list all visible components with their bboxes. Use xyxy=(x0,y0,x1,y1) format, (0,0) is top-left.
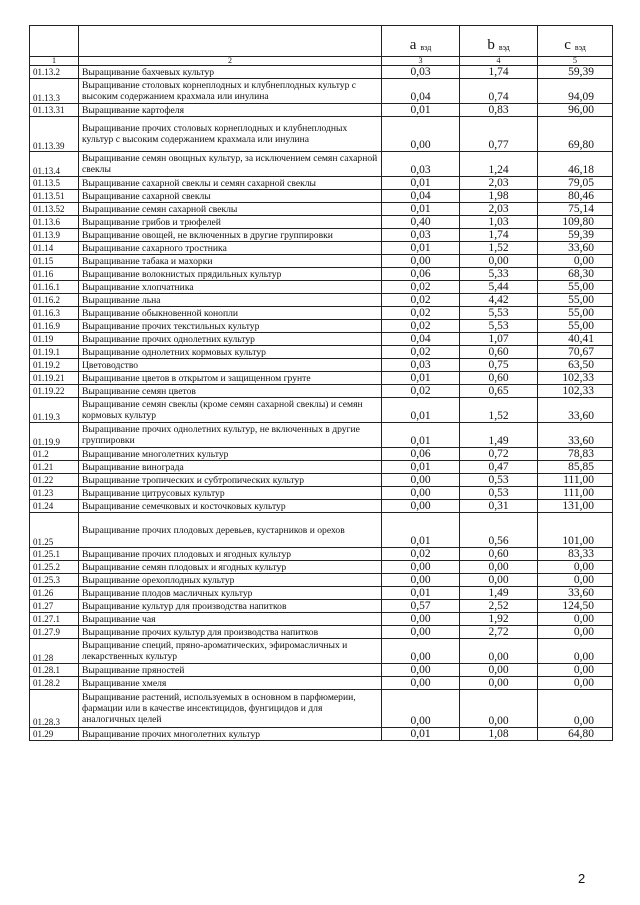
row-value-c: 131,00 xyxy=(538,500,613,513)
table-row xyxy=(30,203,613,216)
row-code: 01.13.4 xyxy=(30,152,79,177)
row-name: Выращивание бахчевых культур xyxy=(79,66,382,79)
row-value-c: 59,39 xyxy=(538,66,613,79)
row-value-c: 124,50 xyxy=(538,600,613,613)
row-value-c: 33,60 xyxy=(538,587,613,600)
row-value-c: 102,33 xyxy=(538,372,613,385)
row-value-b: 1,03 xyxy=(460,216,538,229)
table-row xyxy=(30,307,613,320)
row-value-c: 0,00 xyxy=(538,690,613,728)
row-value-b: 1,49 xyxy=(460,587,538,600)
row-value-a: 0,01 xyxy=(382,423,460,448)
row-value-a: 0,06 xyxy=(382,448,460,461)
header-c: c $_{вэд}$ xyxy=(538,26,613,57)
row-code: 01.13.51 xyxy=(30,190,79,203)
row-code: 01.19.3 xyxy=(30,398,79,423)
row-code: 01.19.22 xyxy=(30,385,79,398)
row-code: 01.19.9 xyxy=(30,423,79,448)
row-value-a: 0,03 xyxy=(382,152,460,177)
row-value-a: 0,03 xyxy=(382,229,460,242)
row-name: Выращивание растений, используемых в основном в парфюмерии, фармации или в качестве инсектицидов, фунгицидов и для аналогичных целей xyxy=(79,690,382,728)
row-code: 01.19.21 xyxy=(30,372,79,385)
row-value-a: 0,57 xyxy=(382,600,460,613)
table-row xyxy=(30,587,613,600)
row-value-b: 0,53 xyxy=(460,474,538,487)
row-value-c: 55,00 xyxy=(538,294,613,307)
row-code: 01.24 xyxy=(30,500,79,513)
row-value-c: 75,14 xyxy=(538,203,613,216)
row-name: Выращивание сахарной свеклы и семян сахарной свеклы xyxy=(79,177,382,190)
row-name: Выращивание хлопчатника xyxy=(79,281,382,294)
row-value-c: 111,00 xyxy=(538,474,613,487)
row-value-c: 55,00 xyxy=(538,307,613,320)
row-value-c: 55,00 xyxy=(538,281,613,294)
table-row xyxy=(30,664,613,677)
row-code: 01.25.2 xyxy=(30,561,79,574)
row-value-c: 69,80 xyxy=(538,117,613,152)
row-value-a: 0,03 xyxy=(382,359,460,372)
row-value-b: 1,52 xyxy=(460,242,538,255)
row-value-b: 1,49 xyxy=(460,423,538,448)
column-number: 3 xyxy=(382,57,460,66)
row-value-b: 0,60 xyxy=(460,548,538,561)
row-value-a: 0,00 xyxy=(382,500,460,513)
row-value-b: 1,08 xyxy=(460,728,538,741)
row-value-a: 0,03 xyxy=(382,66,460,79)
row-value-c: 79,05 xyxy=(538,177,613,190)
row-value-c: 101,00 xyxy=(538,513,613,548)
row-value-c: 33,60 xyxy=(538,398,613,423)
row-value-a: 0,00 xyxy=(382,574,460,587)
table-row xyxy=(30,613,613,626)
row-value-b: 1,74 xyxy=(460,229,538,242)
row-value-c: 64,80 xyxy=(538,728,613,741)
row-value-b: 0,60 xyxy=(460,372,538,385)
row-code: 01.13.9 xyxy=(30,229,79,242)
row-code: 01.16.1 xyxy=(30,281,79,294)
row-code: 01.13.52 xyxy=(30,203,79,216)
row-name: Выращивание обыкновенной конопли xyxy=(79,307,382,320)
row-value-b: 0,65 xyxy=(460,385,538,398)
row-value-b: 5,44 xyxy=(460,281,538,294)
row-value-a: 0,01 xyxy=(382,513,460,548)
row-value-a: 0,02 xyxy=(382,346,460,359)
row-code: 01.13.5 xyxy=(30,177,79,190)
row-code: 01.13.6 xyxy=(30,216,79,229)
row-code: 01.28 xyxy=(30,639,79,664)
row-value-c: 46,18 xyxy=(538,152,613,177)
row-code: 01.19 xyxy=(30,333,79,346)
row-value-c: 109,80 xyxy=(538,216,613,229)
row-code: 01.2 xyxy=(30,448,79,461)
table-row xyxy=(30,448,613,461)
row-value-b: 0,00 xyxy=(460,574,538,587)
row-value-b: 0,00 xyxy=(460,561,538,574)
row-code: 01.16.9 xyxy=(30,320,79,333)
table-row xyxy=(30,690,613,728)
row-value-c: 59,39 xyxy=(538,229,613,242)
table-row xyxy=(30,190,613,203)
row-value-a: 0,01 xyxy=(382,372,460,385)
row-name: Выращивание чая xyxy=(79,613,382,626)
row-code: 01.22 xyxy=(30,474,79,487)
row-value-c: 80,46 xyxy=(538,190,613,203)
row-value-a: 0,00 xyxy=(382,690,460,728)
row-value-b: 0,00 xyxy=(460,690,538,728)
row-value-c: 85,85 xyxy=(538,461,613,474)
row-code: 01.28.3 xyxy=(30,690,79,728)
row-value-b: 2,03 xyxy=(460,203,538,216)
row-value-a: 0,02 xyxy=(382,385,460,398)
table-row xyxy=(30,423,613,448)
row-value-b: 0,75 xyxy=(460,359,538,372)
row-value-c: 96,00 xyxy=(538,104,613,117)
row-name: Выращивание льна xyxy=(79,294,382,307)
table-row xyxy=(30,677,613,690)
row-name: Выращивание столовых корнеплодных и клубнеплодных культур с высоким содержанием крахмала или инулина xyxy=(79,79,382,104)
row-value-a: 0,00 xyxy=(382,626,460,639)
row-value-c: 63,50 xyxy=(538,359,613,372)
row-name: Выращивание грибов и трюфелей xyxy=(79,216,382,229)
row-value-a: 0,00 xyxy=(382,487,460,500)
row-name: Выращивание прочих плодовых деревьев, кустарников и орехов xyxy=(79,513,382,548)
row-name: Выращивание семян плодовых и ягодных культур xyxy=(79,561,382,574)
row-value-c: 0,00 xyxy=(538,677,613,690)
table-row xyxy=(30,461,613,474)
table-row xyxy=(30,117,613,152)
table-row xyxy=(30,242,613,255)
row-value-b: 0,53 xyxy=(460,487,538,500)
row-name: Выращивание многолетних культур xyxy=(79,448,382,461)
row-name: Выращивание орехоплодных культур xyxy=(79,574,382,587)
header-row xyxy=(30,26,613,57)
row-name: Выращивание тропических и субтропических культур xyxy=(79,474,382,487)
table-row xyxy=(30,294,613,307)
row-name: Выращивание прочих столовых корнеплодных и клубнеплодных культур с высоким содержанием крахмала или инулина xyxy=(79,117,382,152)
row-value-b: 2,03 xyxy=(460,177,538,190)
row-value-c: 83,33 xyxy=(538,548,613,561)
row-value-a: 0,00 xyxy=(382,677,460,690)
row-code: 01.13.2 xyxy=(30,66,79,79)
row-value-b: 0,47 xyxy=(460,461,538,474)
row-value-b: 1,07 xyxy=(460,333,538,346)
table-row xyxy=(30,268,613,281)
table-row xyxy=(30,333,613,346)
table-row xyxy=(30,320,613,333)
row-name: Выращивание семян цветов xyxy=(79,385,382,398)
row-name: Выращивание прочих однолетних культур, не включенных в другие группировки xyxy=(79,423,382,448)
row-name: Выращивание прочих культур для производства напитков xyxy=(79,626,382,639)
table-body xyxy=(30,66,613,741)
row-value-c: 33,60 xyxy=(538,242,613,255)
row-value-a: 0,01 xyxy=(382,461,460,474)
row-name: Выращивание однолетних кормовых культур xyxy=(79,346,382,359)
row-value-b: 1,52 xyxy=(460,398,538,423)
table-row xyxy=(30,346,613,359)
row-code: 01.25.1 xyxy=(30,548,79,561)
row-value-b: 1,98 xyxy=(460,190,538,203)
row-code: 01.13.3 xyxy=(30,79,79,104)
row-code: 01.28.1 xyxy=(30,664,79,677)
table-row xyxy=(30,229,613,242)
table-row xyxy=(30,398,613,423)
row-value-c: 0,00 xyxy=(538,626,613,639)
row-code: 01.28.2 xyxy=(30,677,79,690)
row-name: Выращивание семян свеклы (кроме семян сахарной свеклы) и семян кормовых культур xyxy=(79,398,382,423)
row-name: Выращивание овощей, не включенных в другие группировки xyxy=(79,229,382,242)
row-value-a: 0,02 xyxy=(382,548,460,561)
row-value-b: 0,60 xyxy=(460,346,538,359)
row-name: Выращивание культур для производства напитков xyxy=(79,600,382,613)
column-number: 5 xyxy=(538,57,613,66)
row-value-a: 0,00 xyxy=(382,561,460,574)
row-name: Выращивание сахарной свеклы xyxy=(79,190,382,203)
row-value-a: 0,01 xyxy=(382,177,460,190)
table-row xyxy=(30,216,613,229)
row-value-b: 5,53 xyxy=(460,320,538,333)
coefficients-table xyxy=(29,25,613,741)
table-row xyxy=(30,152,613,177)
row-value-b: 1,74 xyxy=(460,66,538,79)
row-value-a: 0,00 xyxy=(382,664,460,677)
row-code: 01.14 xyxy=(30,242,79,255)
table-row xyxy=(30,66,613,79)
table-row xyxy=(30,548,613,561)
row-name: Выращивание картофеля xyxy=(79,104,382,117)
row-name: Выращивание плодов масличных культур xyxy=(79,587,382,600)
row-code: 01.27 xyxy=(30,600,79,613)
row-code: 01.25.3 xyxy=(30,574,79,587)
row-code: 01.19.1 xyxy=(30,346,79,359)
row-value-c: 0,00 xyxy=(538,664,613,677)
row-value-a: 0,00 xyxy=(382,639,460,664)
row-name: Выращивание хмеля xyxy=(79,677,382,690)
row-value-a: 0,01 xyxy=(382,242,460,255)
table-row xyxy=(30,359,613,372)
row-value-b: 0,00 xyxy=(460,677,538,690)
row-code: 01.29 xyxy=(30,728,79,741)
column-number: 2 xyxy=(79,57,382,66)
row-value-b: 5,53 xyxy=(460,307,538,320)
row-value-a: 0,02 xyxy=(382,294,460,307)
row-value-b: 4,42 xyxy=(460,294,538,307)
row-value-b: 1,24 xyxy=(460,152,538,177)
row-value-b: 0,77 xyxy=(460,117,538,152)
table-row xyxy=(30,177,613,190)
table-row xyxy=(30,79,613,104)
table-row xyxy=(30,104,613,117)
row-value-b: 0,00 xyxy=(460,664,538,677)
row-name: Выращивание прочих однолетних культур xyxy=(79,333,382,346)
table-row xyxy=(30,372,613,385)
row-code: 01.27.1 xyxy=(30,613,79,626)
row-value-c: 0,00 xyxy=(538,639,613,664)
row-value-b: 0,00 xyxy=(460,255,538,268)
row-code: 01.19.2 xyxy=(30,359,79,372)
table-row xyxy=(30,561,613,574)
table-row xyxy=(30,513,613,548)
row-name: Выращивание пряностей xyxy=(79,664,382,677)
row-code: 01.25 xyxy=(30,513,79,548)
row-name: Выращивание сахарного тростника xyxy=(79,242,382,255)
row-value-c: 94,09 xyxy=(538,79,613,104)
header-a: a $_{вэд}$ xyxy=(382,26,460,57)
table-row xyxy=(30,385,613,398)
page-number: 2 xyxy=(578,871,586,886)
row-value-a: 0,01 xyxy=(382,104,460,117)
row-value-b: 0,72 xyxy=(460,448,538,461)
row-name: Выращивание цитрусовых культур xyxy=(79,487,382,500)
row-code: 01.16.3 xyxy=(30,307,79,320)
table-row xyxy=(30,600,613,613)
row-value-c: 0,00 xyxy=(538,561,613,574)
row-value-b: 0,83 xyxy=(460,104,538,117)
row-code: 01.26 xyxy=(30,587,79,600)
header-name xyxy=(79,26,382,57)
table-row xyxy=(30,626,613,639)
row-value-c: 102,33 xyxy=(538,385,613,398)
row-value-b: 2,52 xyxy=(460,600,538,613)
row-value-b: 0,31 xyxy=(460,500,538,513)
row-value-c: 78,83 xyxy=(538,448,613,461)
row-name: Цветоводство xyxy=(79,359,382,372)
row-value-c: 33,60 xyxy=(538,423,613,448)
row-value-a: 0,02 xyxy=(382,281,460,294)
row-code: 01.21 xyxy=(30,461,79,474)
table-row xyxy=(30,255,613,268)
row-code: 01.13.39 xyxy=(30,117,79,152)
row-value-a: 0,01 xyxy=(382,587,460,600)
row-value-a: 0,04 xyxy=(382,79,460,104)
row-value-a: 0,04 xyxy=(382,333,460,346)
row-value-b: 0,00 xyxy=(460,639,538,664)
column-number-row xyxy=(30,57,613,66)
table-row xyxy=(30,474,613,487)
row-value-a: 0,40 xyxy=(382,216,460,229)
row-value-a: 0,01 xyxy=(382,203,460,216)
row-value-c: 68,30 xyxy=(538,268,613,281)
table-row xyxy=(30,281,613,294)
table-row xyxy=(30,500,613,513)
table-row xyxy=(30,487,613,500)
row-code: 01.16 xyxy=(30,268,79,281)
row-value-a: 0,00 xyxy=(382,613,460,626)
row-code: 01.23 xyxy=(30,487,79,500)
row-value-b: 0,56 xyxy=(460,513,538,548)
row-value-a: 0,01 xyxy=(382,398,460,423)
row-name: Выращивание семян сахарной свеклы xyxy=(79,203,382,216)
row-name: Выращивание прочих плодовых и ягодных культур xyxy=(79,548,382,561)
row-name: Выращивание семечковых и косточковых культур xyxy=(79,500,382,513)
row-value-c: 0,00 xyxy=(538,613,613,626)
column-number: 4 xyxy=(460,57,538,66)
row-value-a: 0,02 xyxy=(382,320,460,333)
row-value-a: 0,01 xyxy=(382,728,460,741)
row-value-c: 70,67 xyxy=(538,346,613,359)
row-value-a: 0,00 xyxy=(382,255,460,268)
row-name: Выращивание специй, пряно-ароматических, эфиромасличных и лекарственных культур xyxy=(79,639,382,664)
row-value-b: 5,33 xyxy=(460,268,538,281)
row-code: 01.16.2 xyxy=(30,294,79,307)
row-value-b: 2,72 xyxy=(460,626,538,639)
row-value-b: 0,74 xyxy=(460,79,538,104)
row-name: Выращивание табака и махорки xyxy=(79,255,382,268)
row-value-a: 0,02 xyxy=(382,307,460,320)
row-value-c: 0,00 xyxy=(538,255,613,268)
row-code: 01.27.9 xyxy=(30,626,79,639)
table-row xyxy=(30,574,613,587)
row-name: Выращивание семян овощных культур, за исключением семян сахарной свеклы xyxy=(79,152,382,177)
row-name: Выращивание цветов в открытом и защищенном грунте xyxy=(79,372,382,385)
header-b: b $_{вэд}$ xyxy=(460,26,538,57)
row-value-a: 0,04 xyxy=(382,190,460,203)
row-value-c: 40,41 xyxy=(538,333,613,346)
row-value-a: 0,00 xyxy=(382,117,460,152)
row-value-b: 1,92 xyxy=(460,613,538,626)
row-code: 01.13.31 xyxy=(30,104,79,117)
row-value-a: 0,00 xyxy=(382,474,460,487)
row-name: Выращивание прочих многолетних культур xyxy=(79,728,382,741)
row-code: 01.15 xyxy=(30,255,79,268)
row-name: Выращивание винограда xyxy=(79,461,382,474)
row-value-c: 0,00 xyxy=(538,574,613,587)
column-number: 1 xyxy=(30,57,79,66)
table-row xyxy=(30,639,613,664)
table-row xyxy=(30,728,613,741)
row-value-a: 0,06 xyxy=(382,268,460,281)
row-value-c: 111,00 xyxy=(538,487,613,500)
row-value-c: 55,00 xyxy=(538,320,613,333)
row-name: Выращивание волокнистых прядильных культур xyxy=(79,268,382,281)
row-name: Выращивание прочих текстильных культур xyxy=(79,320,382,333)
header-code xyxy=(30,26,79,57)
